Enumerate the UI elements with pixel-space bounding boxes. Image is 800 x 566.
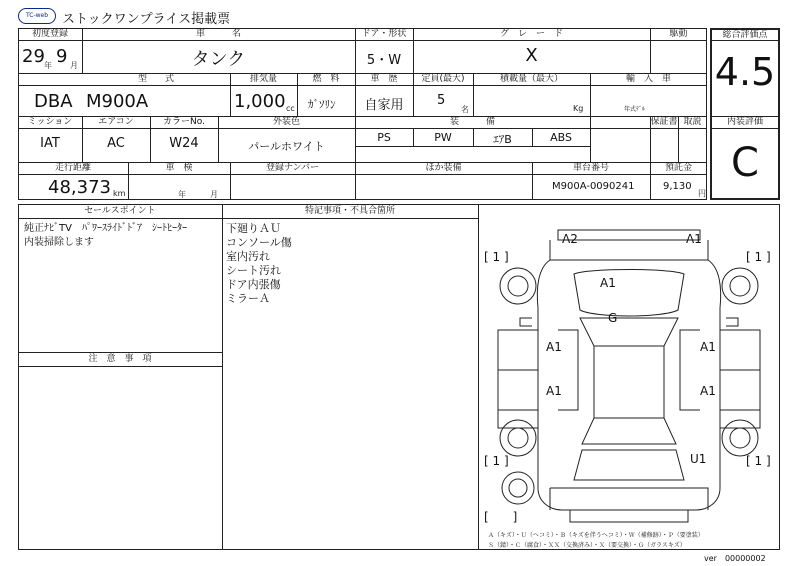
page-title: ストックワンプライス掲載票 (62, 12, 231, 27)
label-import: 輸 入 車 (625, 74, 671, 84)
label-mileage: 走行距離 (54, 163, 91, 173)
damage-mark-hood: A1 (600, 276, 616, 290)
label-fuel: 燃 料 (312, 74, 340, 84)
remark-line-6: ミラーＡ (226, 292, 270, 305)
vehicle-damage-diagram (478, 218, 780, 528)
label-model: 型 式 (137, 74, 174, 84)
load-unit: Kg (573, 104, 584, 113)
damage-mark-rear: U1 (690, 452, 707, 466)
interior-grade: C (731, 140, 759, 186)
bracket-spare: [ ] (484, 510, 518, 524)
bracket-rear-left: [ 1 ] (484, 454, 509, 468)
label-displacement: 排気量 (249, 74, 277, 84)
capacity-unit: 名 (461, 105, 469, 114)
equipment-1: PS (377, 131, 391, 144)
label-car-name: 車 名 (195, 29, 241, 39)
mileage-unit: km (113, 189, 126, 198)
inspection-month-unit: 月 (210, 190, 218, 199)
damage-mark-left-front-door: A1 (546, 340, 562, 354)
label-exterior-color: 外装色 (272, 117, 300, 127)
displacement-unit: cc (286, 104, 295, 113)
label-aircon: エアコン (98, 117, 134, 127)
damage-mark-left-rear-door: A1 (546, 384, 562, 398)
remark-line-2: コンソール傷 (226, 236, 292, 249)
label-other-equipment: ほか装備 (425, 163, 462, 173)
damage-mark-right-rear-door: A1 (700, 384, 716, 398)
remark-line-3: 室内汚れ (226, 250, 270, 263)
sales-point-line-1: 純正ﾅﾋﾞTV ﾊﾟﾜｰｽﾗｲﾄﾞﾄﾞｱ ｼｰﾄﾋｰﾀｰ (24, 223, 187, 234)
label-equipment: 装 備 (449, 117, 495, 127)
chassis-number: M900A-0090241 (552, 181, 635, 192)
door-type: 5・W (366, 53, 402, 68)
grade: X (525, 45, 538, 66)
label-load: 積載量（最大） (499, 74, 563, 84)
sales-point-line-2: 内装掃除します (24, 237, 94, 248)
damage-mark-glass: G (608, 311, 618, 325)
mileage: 48,373 (48, 177, 111, 198)
overall-score: 4.5 (714, 50, 776, 94)
remark-line-4: シート汚れ (226, 264, 281, 277)
label-drive: 駆動 (669, 29, 688, 39)
label-deposit: 預託金 (664, 163, 692, 173)
model-prefix: DBA (34, 91, 73, 112)
car-name: タンク (191, 49, 246, 70)
import-note: 年式ﾃﾞﾙ (624, 106, 646, 113)
exterior-color: パールホワイト (248, 140, 325, 153)
equipment-4: ABS (550, 131, 572, 144)
remark-line-1: 下廻りＡＵ (226, 222, 281, 235)
remark-line-5: ドア内張傷 (226, 278, 281, 291)
fuel: ｶﾞｿﾘﾝ (308, 98, 336, 111)
mission: IAT (40, 136, 60, 151)
first-reg-year: 29 (22, 46, 45, 67)
label-overall-score: 総合評価点 (722, 30, 768, 40)
bracket-rear-right: [ 1 ] (746, 454, 771, 468)
label-manual: 取説 (683, 117, 702, 127)
label-remarks: 特記事項・不具合箇所 (304, 206, 395, 216)
version-label: ver 00000002 (704, 554, 766, 563)
damage-mark-right-front-door: A1 (700, 340, 716, 354)
label-notes: 注 意 事 項 (88, 354, 152, 364)
label-inspection: 車 検 (165, 163, 193, 173)
first-reg-month: 9 (56, 46, 68, 67)
model: M900A (86, 91, 149, 112)
label-warranty: 保証書 (650, 117, 678, 127)
label-first-reg: 初度登録 (31, 29, 68, 39)
label-door-type: ドア・形状 (361, 29, 407, 39)
label-mission: ミッション (27, 117, 73, 127)
equipment-2: PW (434, 131, 452, 144)
label-capacity: 定員(最大) (421, 74, 465, 84)
label-plate: 登録ナンバー (266, 163, 319, 173)
damage-mark-front-left: A2 (562, 232, 578, 246)
bracket-front-left: [ 1 ] (484, 250, 509, 264)
inspection-year-unit: 年 (178, 190, 186, 199)
label-sales-points: セールスポイント (84, 206, 156, 216)
label-color: カラーNo. (163, 117, 205, 127)
label-grade: グ レ ー ド (499, 29, 563, 39)
damage-mark-front-right: A1 (686, 232, 702, 246)
first-reg-month-unit: 月 (70, 61, 78, 70)
aircon: AC (107, 136, 125, 151)
logo: TC-web (18, 8, 56, 24)
equipment-3: ｴｱB (493, 133, 512, 146)
label-interior-rating: 内装評価 (726, 117, 763, 127)
displacement: 1,000 (234, 91, 286, 112)
legend-line-2: Ｓ（錆）・Ｃ（腐食）・ＸＸ（交換済み）・Ｘ（要交換）・Ｇ（ガラスキズ） (488, 542, 686, 549)
car-history: 自家用 (364, 98, 404, 113)
first-reg-year-unit: 年 (44, 61, 52, 70)
capacity: 5 (437, 93, 446, 108)
label-chassis: 車台番号 (572, 163, 609, 173)
legend-line-1: Ａ（キズ）・Ｕ（ヘコミ）・Ｂ（キズを伴うヘコミ）・Ｗ（補修跡）・Ｐ（要塗装） (488, 532, 704, 539)
color-no: W24 (169, 136, 199, 151)
label-car-history: 車 歴 (370, 74, 398, 84)
deposit: 9,130 (663, 181, 692, 192)
deposit-unit: 円 (698, 189, 706, 198)
bracket-front-right: [ 1 ] (746, 250, 771, 264)
